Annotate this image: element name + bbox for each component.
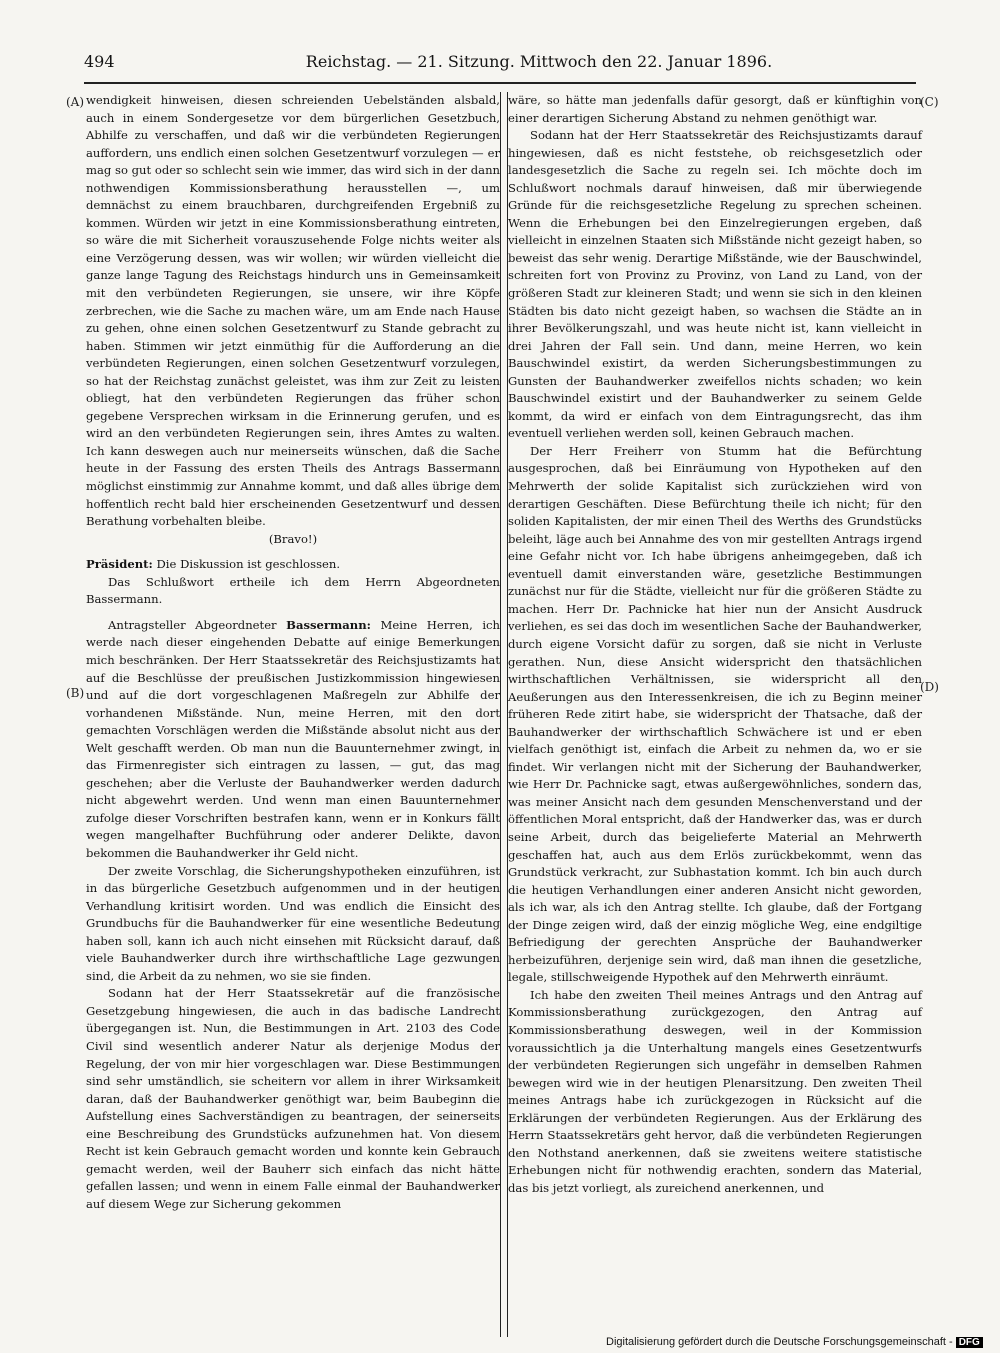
speaker-paragraph (86, 617, 500, 863)
speech-text: Meine Herren, ich werde nach dieser eingehenden Debatte auf einige Bemerkungen mich beschränken. Der Herr Staatssekretär des Reichsjustizamts hat auf die Beschlüsse der preußischen Justizkommission hingewiesen und auf die dort vorgeschlagenen Maßregeln zur Abhilfe der vorhandenen Mißstände. Nun, meine Herren, mit den dort gemachten Vorschlägen werden die Mißstände absolut nicht aus der Welt geschafft werden. Ob man nun die Bauunternehmer zwingt, in das Firmenregister sich eintragen zu lassen, — gut, das mag geschehen; aber die Verluste der Bauhandwerker werden dadurch nicht abgewehrt werden. Und wenn man einen Bauunternehmer zufolge dieser Vorschriften bestrafen kann, wenn er in Konkurs fällt wegen mangelhafter Buchführung oder anderer Delikte, davon bekommen die Bauhandwerker ihr Geld nicht. (86, 617, 501, 860)
paragraph: Sodann hat der Herr Staatssekretär auf die französische Gesetzgebung hingewiesen, die auch in das badische Landrecht übergegangen ist. Nun, die Bestimmungen in Art. 2103 des Code Civil sind wesentlich anderer Natur als derjenige Modus der Regelung, der von mir hier vorgeschlagen war. Diese Bestimmungen sind sehr umständlich, sie scheitern vor allem in ihrer Wirksamkeit daran, daß der Bauhandwerker genöthigt war, beim Baubeginn die Aufstellung eines Sachverständigen zu beantragen, der seinerseits eine Beschreibung des Grundstücks aufzunehmen hat. Von diesem Recht ist kein Gebrauch gemacht worden und konnte kein Gebrauch gemacht werden, weil der Bauherr sich einfach das nicht hätte gefallen lassen; und wenn in einem Falle einmal der Bauhandwerker auf diesem Wege zur Sicherung gekommen (86, 986, 500, 1211)
footer-text: Digitalisierung gefördert durch die Deutsche Forschungsgemeinschaft - (606, 1336, 953, 1348)
margin-marker-a: (A) (66, 95, 85, 109)
header-rule (84, 82, 916, 84)
margin-marker-d: (D) (920, 680, 939, 694)
paragraph: wäre, so hätte man jedenfalls dafür gesorgt, daß er künftighin von einer derartigen Sicherung Abstand zu nehmen genöthigt war. (508, 93, 922, 125)
page-title: Reichstag. — 21. Sitzung. Mittwoch den 22. Januar 1896. (305, 52, 773, 71)
paragraph: wendigkeit hinweisen, diesen schreienden Uebelständen alsbald, auch in einem Sondergesetze vor dem bürgerlichen Gesetzbuch, Abhilfe zu verschaffen, und daß wir die verbündeten Regierungen auffordern, uns endlich einen solchen Gesetzentwurf vorzulegen — er mag so gut oder so schlecht sein wie immer, das wird sich in der dann nothwendigen Kommissionsberathung herausstellen —, um demnächst zu einem brauchbaren, durchgreifenden Ergebniß zu kommen. Würden wir jetzt in eine Kommissionsberathung eintreten, so wäre die mit Sicherheit vorauszusehende Folge nichts weiter als eine Verzögerung dessen, was wir wollen; wir würden vielleicht die ganze lange Tagung des Reichstags hindurch uns in Gemeinsamkeit mit den verbündeten Regierungen, sie unsere, wir ihre Köpfe zerbrechen, wie die Sache zu machen wäre, um am Ende nach Hause zu gehen, ohne einen solchen Gesetzentwurf zu Stande gebracht zu haben. Stimmen wir jetzt einmüthig für die Aufforderung an die verbündeten Regierungen, einen solchen Gesetzentwurf vorzulegen, so hat der Reichstag zunächst geleistet, was ihm zur Zeit zu leisten obliegt, hat den verbündeten Regierungen das früher schon gegebene Versprechen wirksam in die Erinnerung gerufen, und es wird an den verbündeten Regierungen sein, ihres Amtes zu walten. Ich kann deswegen auch nur meinerseits wünschen, daß die Sache heute in der Fassung des ersten Theils des Antrags Bassermann möglichst einstimmig zur Annahme kommt, und daß alles übrige dem hoffentlich recht bald hier erscheinenden Gesetzentwurf und dessen Berathung vorbehalten bleibe. (86, 93, 500, 529)
dfg-logo: DFG (956, 1337, 983, 1348)
interjection: (Bravo!) (268, 531, 318, 546)
footer-credit (606, 1336, 988, 1348)
page-header (84, 52, 916, 74)
speaker-label: Präsident: (86, 557, 153, 572)
president-statement (86, 556, 500, 574)
margin-marker-c: (C) (920, 95, 939, 109)
speaker-name: Bassermann: (286, 617, 371, 632)
page-number: 494 (84, 52, 115, 71)
column-divider (500, 92, 508, 1337)
paragraph: Das Schlußwort ertheile ich dem Herrn Abgeordneten Bassermann. (86, 574, 500, 607)
speaker-intro: Antragsteller Abgeordneter (108, 617, 277, 632)
margin-marker-b: (B) (66, 686, 85, 700)
right-column (508, 92, 922, 1197)
paragraph: Ich habe den zweiten Theil meines Antrags und den Antrag auf Kommissionsberathung zurückgezogen, den Antrag auf Kommissionsberathung deswegen, weil in der Kommission voraussichtlich ja die Unterhaltung mangels eines Gesetzentwurfs der verbündeten Regierungen sich ungefähr in demselben Rahmen bewegen wird wie in der heutigen Plenarsitzung. Den zweiten Theil meines Antrags habe ich zurückgezogen in Rücksicht auf die Erklärungen der verbündeten Regierungen. Aus der Erklärung des Herrn Staatssekretärs geht hervor, daß die verbündeten Regierungen den Nothstand anerkennen, daß sie zweitens weitere statistische Erhebungen nicht für nothwendig erachten, sondern das Material, das bis jetzt vorliegt, als zureichend anerkennen, und (508, 987, 922, 1195)
paragraph: Der Herr Freiherr von Stumm hat die Befürchtung ausgesprochen, daß bei Einräumung von Hypotheken auf den Mehrwerth der solide Kapitalist sich zurückziehen wird von derartigen Geschäften. Diese Befürchtung theile ich nicht; für den soliden Kapitalisten, der mir einen Theil des Werths des Grundstücks beleiht, läge auch bei Annahme des von mir gestellten Antrags irgend eine Gefahr nicht vor. Ich habe übrigens anheimgegeben, daß ich eventuell damit einverstanden wäre, gesetzliche Bestimmungen zunächst nur für die Städte, vielleicht nur für die größeren Städte zu machen. Herr Dr. Pachnicke hat hier nun der Ansicht Ausdruck verliehen, es sei das doch im wesentlichen Sache der Bauhandwerker, durch eigene Vorsicht dafür zu sorgen, daß sie nicht in Verluste gerathen. Nun, diese Ansicht widerspricht den thatsächlichen wirthschaftlichen Verhältnissen, sie widerspricht all den Aeußerungen aus den Interessenkreisen, die ich zu Beginn meiner früheren Rede zitirt habe, sie widerspricht der Thatsache, daß der Bauhandwerker der wirthschaftlich Schwächere ist und er eben vielfach genöthigt ist, einfach die Arbeit zu nehmen da, wo er sie findet. Wir verlangen nicht mit der Sicherung der Bauhandwerker, wie Herr Dr. Pachnicke sagt, etwas außergewöhnliches, sondern das, was meiner Ansicht nach dem gesunden Menschenverstand und der öffentlichen Moral entspricht, daß der Handwerker das, was er durch seine Arbeit, durch das beigelieferte Material an Mehrwerth geschaffen hat, auch aus dem Erlös zurückbekommt, wenn das Grundstück verkracht, zur Subhastation kommt. Ich bin auch durch die heutigen Verhandlungen einer anderen Ansicht nicht geworden, als ich war, als ich den Antrag stellte. Ich glaube, daß der Fortgang der Dinge zeigen wird, daß der einzig mögliche Weg, eine endgiltige Befriedigung der gerechten Ansprüche der Bauhandwerker herbeizuführen, derjenige sein wird, daß man ihnen die gesetzliche, legale, stillschweigende Hypothek auf den Mehrwerth einräumt. (508, 443, 922, 985)
statement-text: Die Diskussion ist geschlossen. (156, 557, 341, 572)
paragraph: Der zweite Vorschlag, die Sicherungshypotheken einzuführen, ist in das bürgerliche Gesetzbuch aufgenommen und in der heutigen Verhandlung kritisirt worden. Und was endlich die Einsicht des Grundbuchs für die Bauhandwerker für eine wesentliche Bedeutung haben soll, kann ich auch nicht einsehen mit Rücksicht darauf, daß viele Bauhandwerker durch ihre wirthschaftliche Lage gezwungen sind, die Arbeit da zu nehmen, wo sie sie finden. (86, 863, 500, 983)
left-column (86, 92, 500, 1213)
paragraph: Sodann hat der Herr Staatssekretär des Reichsjustizamts darauf hingewiesen, daß es nicht feststehe, ob reichsgesetzlich oder landesgesetzlich die Sache zu regeln sei. Ich möchte doch im Schlußwort nochmals darauf hinweisen, daß mir überwiegende Gründe für die reichsgesetzliche Regelung zu sprechen scheinen. Wenn die Erhebungen bei den Einzelregierungen ergeben, daß vielleicht in einzelnen Staaten sich Mißstände nicht gezeigt haben, so beweist das sehr wenig. Derartige Mißstände, wie der Bauschwindel, schreiten fort von Provinz zu Provinz, von Land zu Land, von der größeren Stadt zur kleineren Stadt; und wenn sie sich in den kleinen Städten bis dato nicht gezeigt haben, so wachsen die Städte an in ihrer Bevölkerungszahl, und was heute nicht ist, kann vielleicht in drei Jahren der Fall sein. Und dann, meine Herren, wo kein Bauschwindel existirt, da werden Sicherungsbestimmungen zu Gunsten der Bauhandwerker zweifellos nichts schaden; wo kein Bauschwindel existirt und der Bauhandwerker zu seinem Gelde kommt, da wird er einfach von dem Eintragungsrecht, das ihm eventuell verliehen werden soll, keinen Gebrauch machen. (508, 128, 922, 441)
